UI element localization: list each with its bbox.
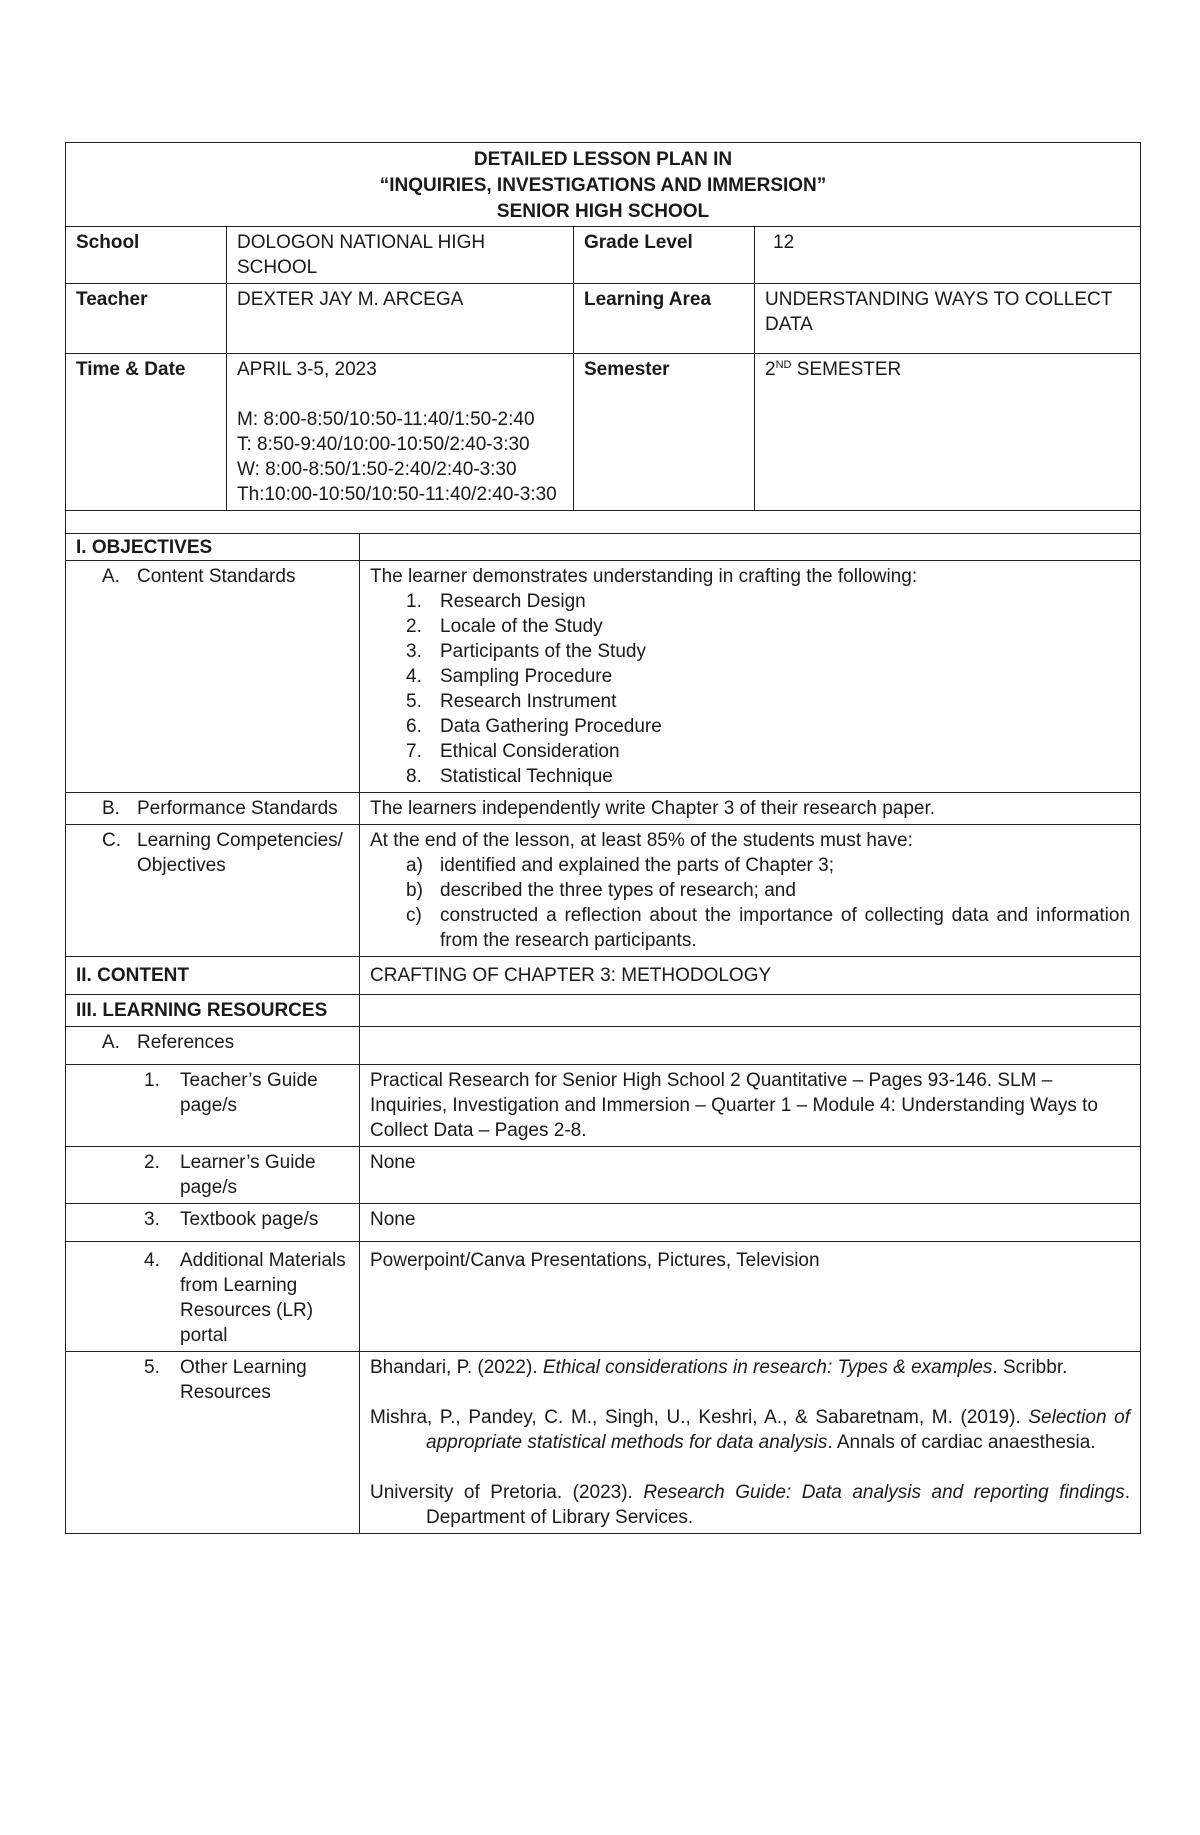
additional-materials-row — [66, 1242, 1141, 1352]
list-item: c) constructed a reflection about the importance of collecting data and information from the research participants. — [406, 905, 1131, 951]
learners-guide-row — [66, 1147, 1141, 1204]
schedule-wednesday: W: 8:00-8:50/1:50-2:40/2:40-3:30 — [237, 459, 517, 480]
spacer-row — [66, 511, 1141, 534]
list-item: 3. Participants of the Study — [406, 641, 646, 662]
textbook-label: 3. Textbook page/s — [66, 1204, 360, 1242]
list-item: 2. Locale of the Study — [406, 616, 603, 637]
teacher-row — [66, 284, 1141, 354]
content-value: CRAFTING OF CHAPTER 3: METHODOLOGY — [360, 957, 1141, 995]
schedule-thursday: Th:10:00-10:50/10:50-11:40/2:40-3:30 — [237, 484, 557, 505]
content-heading: II. CONTENT — [66, 957, 360, 995]
resources-heading-row — [66, 995, 1141, 1027]
school-row — [66, 227, 1141, 284]
grade-level-label: Grade Level — [574, 227, 755, 284]
content-standards-label: A. Content Standards — [66, 561, 360, 793]
competencies-row — [66, 825, 1141, 957]
additional-materials-label: 4. Additional Materials from Learning Resources (LR) portal — [66, 1242, 360, 1352]
list-item: 5. Research Instrument — [406, 691, 617, 712]
performance-standards-row — [66, 793, 1141, 825]
title-row — [66, 143, 1141, 227]
references-label: A. References — [66, 1027, 360, 1065]
teachers-guide-row — [66, 1065, 1141, 1147]
textbook-row — [66, 1204, 1141, 1242]
additional-materials-value: Powerpoint/Canva Presentations, Pictures, Television — [360, 1242, 1141, 1352]
schedule-tuesday: T: 8:50-9:40/10:00-10:50/2:40-3:30 — [237, 434, 530, 455]
resources-heading: III. LEARNING RESOURCES — [66, 995, 360, 1027]
school-label: School — [66, 227, 227, 284]
content-standards-row — [66, 561, 1141, 793]
objectives-heading: I. OBJECTIVES — [66, 534, 360, 561]
time-date-row — [66, 354, 1141, 511]
list-item: 4. Sampling Procedure — [406, 666, 613, 687]
competencies-list — [370, 853, 1130, 953]
schedule-monday: M: 8:00-8:50/10:50-11:40/1:50-2:40 — [237, 409, 535, 430]
document-title: DETAILED LESSON PLAN IN “INQUIRIES, INVESTIGATIONS AND IMMERSION” SENIOR HIGH SCHOOL — [66, 143, 1141, 227]
teachers-guide-label: 1. Teacher’s Guide page/s — [66, 1065, 360, 1147]
time-date-label: Time & Date — [66, 354, 227, 511]
learning-area-label: Learning Area — [574, 284, 755, 354]
content-standards-list — [370, 589, 1130, 789]
list-item: 6. Data Gathering Procedure — [406, 716, 662, 737]
reference-entry: Mishra, P., Pandey, C. M., Singh, U., Keshri, A., & Sabaretnam, M. (2019). Selection of appropriate statistical methods for data analysis. Annals of cardiac anaesthesia. — [370, 1407, 1131, 1453]
learners-guide-label: 2. Learner’s Guide page/s — [66, 1147, 360, 1204]
learners-guide-value: None — [360, 1147, 1141, 1204]
list-item: b) described the three types of research; and — [406, 880, 796, 901]
lesson-plan-table — [65, 142, 1141, 1534]
list-item: 8. Statistical Technique — [406, 766, 613, 787]
teacher-value: DEXTER JAY M. ARCEGA — [227, 284, 574, 354]
teachers-guide-value: Practical Research for Senior High School 2 Quantitative – Pages 93-146. SLM – Inquiries, Investigation and Immersion – Quarter 1 – Module 4: Understanding Ways to Collect Data – Pages 2-8. — [360, 1065, 1141, 1147]
content-standards-value: The learner demonstrates understanding in crafting the following: 1. Research Design 2. Locale of the Study 3. Participants of the Study 4. Sampling Procedure 5. Research Instrument 6. Data Gathering Procedure 7. Ethical Consideration 8. Statistical Technique — [360, 561, 1141, 793]
school-value: DOLOGON NATIONAL HIGH SCHOOL — [227, 227, 574, 284]
list-item: 1. Research Design — [406, 591, 586, 612]
semester-value: 2ND SEMESTER — [755, 354, 1141, 511]
other-resources-row — [66, 1352, 1141, 1534]
time-date-value — [227, 354, 574, 511]
teacher-label: Teacher — [66, 284, 227, 354]
competencies-label: C. Learning Competencies/ Objectives — [66, 825, 360, 957]
textbook-value: None — [360, 1204, 1141, 1242]
performance-standards-value: The learners independently write Chapter 3 of their research paper. — [360, 793, 1141, 825]
list-item: 7. Ethical Consideration — [406, 741, 620, 762]
learning-area-value: UNDERSTANDING WAYS TO COLLECT DATA — [755, 284, 1141, 354]
references-row — [66, 1027, 1141, 1065]
grade-level-value: 12 — [755, 227, 1141, 284]
other-resources-value — [360, 1352, 1141, 1534]
performance-standards-label: B. Performance Standards — [66, 793, 360, 825]
content-row — [66, 957, 1141, 995]
date-value: APRIL 3-5, 2023 — [237, 359, 377, 380]
other-resources-label: 5. Other Learning Resources — [66, 1352, 360, 1534]
objectives-heading-row — [66, 534, 1141, 561]
competencies-value: At the end of the lesson, at least 85% of the students must have: a) identified and explained the parts of Chapter 3; b) described the three types of research; and c) constructed a reflection about the importance of collecting data and information from the research participants. — [360, 825, 1141, 957]
reference-entry: Bhandari, P. (2022). Ethical considerations in research: Types & examples. Scribbr. — [370, 1357, 1068, 1378]
reference-entry: University of Pretoria. (2023). Research Guide: Data analysis and reporting findings. Department of Library Services. — [370, 1482, 1131, 1528]
list-item: a) identified and explained the parts of Chapter 3; — [406, 855, 834, 876]
semester-label: Semester — [574, 354, 755, 511]
